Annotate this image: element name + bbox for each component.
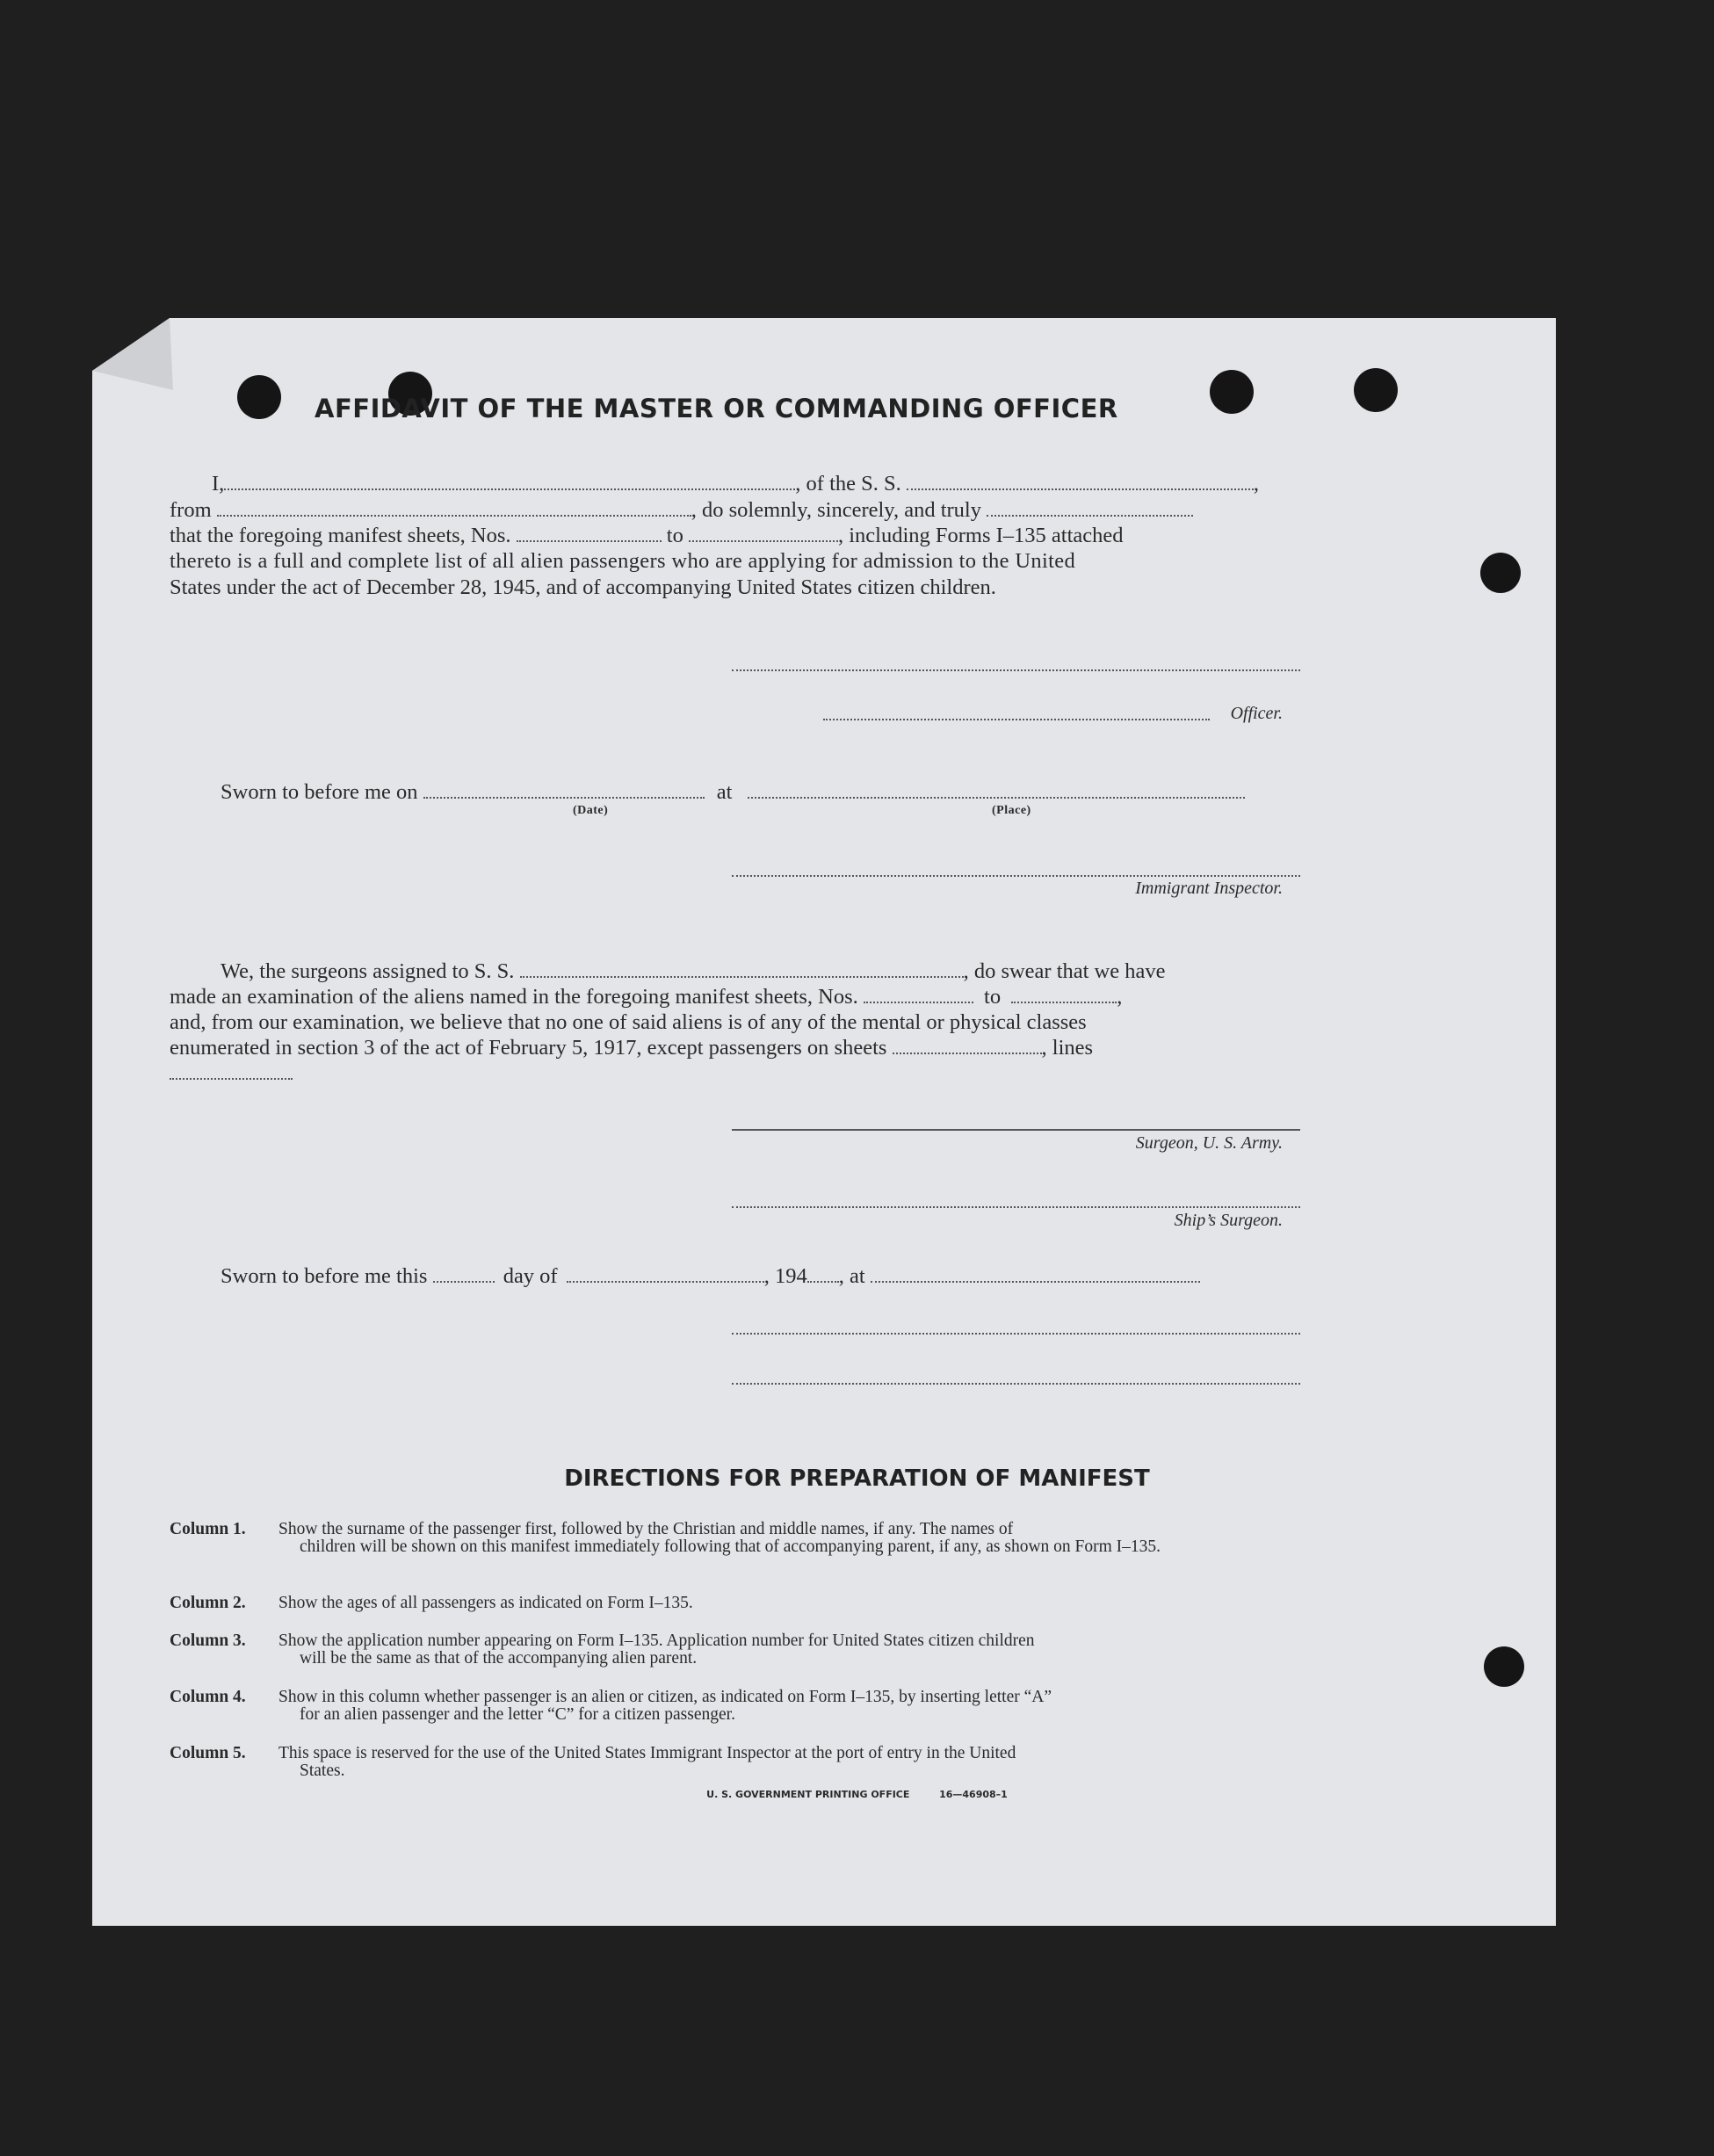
sworn-before-me-this: Sworn to before me this bbox=[221, 1264, 428, 1288]
surgeons-to: to bbox=[984, 985, 1002, 1009]
ship-name-field[interactable] bbox=[907, 473, 1254, 490]
sworn-date-field[interactable] bbox=[423, 781, 705, 799]
affidavit-including: , including Forms I–135 attached bbox=[837, 524, 1124, 547]
surgeon-sheet-from-field[interactable] bbox=[864, 986, 973, 1003]
column-2-first: Show the ages of all passengers as indicated on Form I–135. bbox=[278, 1594, 693, 1612]
surgeon-ship-field[interactable] bbox=[520, 960, 964, 978]
directions-title: DIRECTIONS FOR PREPARATION OF MANIFEST bbox=[564, 1465, 1150, 1492]
column-5-label: Column 5. bbox=[170, 1744, 246, 1762]
place-caption: (Place) bbox=[992, 804, 1031, 817]
affidavit-line-5 bbox=[170, 575, 1301, 601]
sworn-line-2 bbox=[170, 1263, 1301, 1290]
affidavit-title: AFFIDAVIT OF THE MASTER OR COMMANDING OFFICER bbox=[315, 394, 1118, 423]
column-2-text bbox=[278, 1595, 1302, 1612]
column-3-text bbox=[278, 1632, 1302, 1668]
affidavit-of-ss: , of the S. S. bbox=[795, 472, 901, 496]
ship-surgeon-signature-line[interactable] bbox=[732, 1206, 1300, 1208]
sheet-from-field[interactable] bbox=[517, 525, 662, 542]
affidavit-line-4 bbox=[170, 548, 1301, 575]
sworn-at-2: , at bbox=[838, 1264, 865, 1288]
sworn-day-field[interactable] bbox=[433, 1265, 495, 1283]
affidavit-line-1 bbox=[170, 471, 1301, 497]
column-4-text bbox=[278, 1689, 1302, 1724]
column-2-label: Column 2. bbox=[170, 1594, 246, 1612]
sworn-place-2-field[interactable] bbox=[871, 1265, 1200, 1283]
sheet-to-field[interactable] bbox=[689, 525, 838, 542]
affidavit-text-5: States under the act of December 28, 1945, and of accompanying United States citizen children. bbox=[170, 575, 996, 599]
sworn-year-prefix: , 194 bbox=[763, 1264, 807, 1288]
army-surgeon-label: Surgeon, U. S. Army. bbox=[1135, 1133, 1283, 1153]
surgeons-lines: , lines bbox=[1041, 1036, 1094, 1060]
column-5-first: This space is reserved for the use of the United States Immigrant Inspector at the port of entry in the United bbox=[278, 1744, 1016, 1762]
sworn-at: at bbox=[716, 780, 733, 804]
port-from-field[interactable] bbox=[217, 499, 691, 517]
sworn-month-field[interactable] bbox=[567, 1265, 764, 1283]
ship-surgeon-label: Ship’s Surgeon. bbox=[1174, 1211, 1283, 1230]
affidavit-line-3 bbox=[170, 523, 1301, 549]
affidavit-from: from bbox=[170, 498, 212, 522]
official-signature-line[interactable] bbox=[732, 1333, 1300, 1335]
surgeons-text-3: and, from our examination, we believe that no one of said aliens is of any of the mental or physical classes bbox=[170, 1010, 1087, 1034]
printer-name: U. S. GOVERNMENT PRINTING OFFICE bbox=[706, 1789, 910, 1800]
inspector-signature-line[interactable] bbox=[732, 875, 1300, 877]
surgeons-line-2 bbox=[170, 984, 1301, 1010]
sworn-day-of: day of bbox=[503, 1264, 558, 1288]
surgeons-exam: made an examination of the aliens named in the foregoing manifest sheets, Nos. bbox=[170, 985, 858, 1009]
column-3-first: Show the application number appearing on Form I–135. Application number for United States citizen children bbox=[278, 1631, 1035, 1650]
affidavit-line-2 bbox=[170, 497, 1301, 524]
sworn-before-me-on: Sworn to before me on bbox=[221, 780, 418, 804]
column-5-text bbox=[278, 1745, 1302, 1780]
column-5-rest: States. bbox=[300, 1762, 345, 1780]
officer-signature-line[interactable] bbox=[732, 669, 1300, 671]
column-1-label: Column 1. bbox=[170, 1520, 246, 1538]
surgeons-text-4: enumerated in section 3 of the act of February 5, 1917, except passengers on sheets bbox=[170, 1036, 887, 1060]
punch-hole bbox=[1484, 1646, 1524, 1687]
affidavit-solemnly: , do solemnly, sincerely, and truly bbox=[691, 498, 981, 522]
printing-office-footer bbox=[0, 1789, 1714, 1800]
sworn-place-field[interactable] bbox=[748, 781, 1245, 799]
army-surgeon-signature-line[interactable] bbox=[732, 1129, 1300, 1131]
affidavit-text-4: thereto is a full and complete list of all alien passengers who are applying for admission to the United bbox=[170, 549, 1076, 573]
sworn-year-field[interactable] bbox=[807, 1265, 839, 1283]
comma: , bbox=[1253, 472, 1260, 496]
column-1-text bbox=[278, 1521, 1302, 1556]
comma: , bbox=[1117, 985, 1123, 1009]
column-4-label: Column 4. bbox=[170, 1688, 246, 1706]
column-3-rest: will be the same as that of the accompanying alien parent. bbox=[300, 1649, 698, 1668]
column-4-first: Show in this column whether passenger is an alien or citizen, as indicated on Form I–135, by inserting letter “A” bbox=[278, 1688, 1052, 1706]
excepted-sheets-field[interactable] bbox=[893, 1037, 1042, 1054]
affidavit-to: to bbox=[666, 524, 683, 547]
affidavit-i: I, bbox=[212, 472, 225, 496]
punch-hole bbox=[1480, 553, 1521, 593]
official-title-line[interactable] bbox=[732, 1383, 1300, 1385]
excepted-lines-field[interactable] bbox=[170, 1078, 293, 1080]
surgeons-assigned: We, the surgeons assigned to S. S. bbox=[221, 959, 515, 983]
surgeons-swear: , do swear that we have bbox=[963, 959, 1166, 983]
column-1-rest: children will be shown on this manifest immediately following that of accompanying parent, if any, as shown on Form I–135. bbox=[300, 1537, 1161, 1556]
master-name-field[interactable] bbox=[224, 473, 795, 490]
surgeons-line-4 bbox=[170, 1035, 1301, 1061]
column-4-rest: for an alien passenger and the letter “C” for a citizen passenger. bbox=[300, 1705, 735, 1724]
officer-label: Officer. bbox=[1230, 704, 1283, 723]
surgeon-sheet-to-field[interactable] bbox=[1011, 986, 1117, 1003]
surgeons-line-1 bbox=[170, 959, 1301, 985]
punch-hole bbox=[237, 375, 281, 419]
sworn-line-1 bbox=[170, 779, 1301, 806]
inspector-label: Immigrant Inspector. bbox=[1135, 879, 1283, 898]
affidavit-nos: that the foregoing manifest sheets, Nos. bbox=[170, 524, 511, 547]
date-caption: (Date) bbox=[573, 804, 609, 817]
blank-field[interactable] bbox=[987, 499, 1193, 517]
column-1-first: Show the surname of the passenger first, followed by the Christian and middle names, if any. The names of bbox=[278, 1520, 1014, 1538]
surgeons-line-3 bbox=[170, 1009, 1301, 1036]
form-number: 16—46908–1 bbox=[939, 1789, 1008, 1800]
punch-hole bbox=[1210, 370, 1254, 414]
column-3-label: Column 3. bbox=[170, 1631, 246, 1650]
punch-hole bbox=[1354, 368, 1398, 412]
